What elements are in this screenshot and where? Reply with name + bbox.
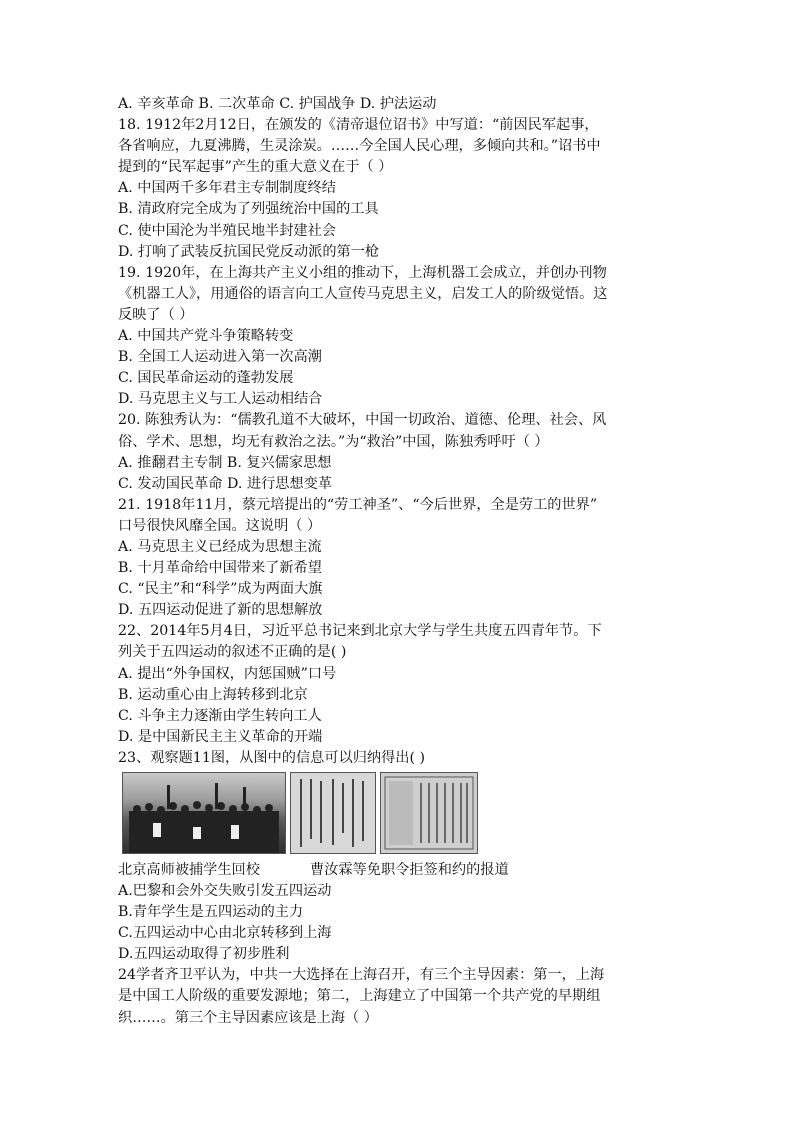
options-cd: C. 发动国民革命 D. 进行思想变革 <box>118 475 333 492</box>
option-b: B. 运动重心由上海转移到北京 <box>118 686 308 703</box>
option-a: A. 提出“外争国权，内惩国贼”口号 <box>118 665 337 682</box>
option-b: B.青年学生是五四运动的主力 <box>118 904 304 921</box>
option-b: B. 全国工人运动进入第一次高潮 <box>118 349 322 366</box>
option-d: D. 打响了武装反抗国民党反动派的第一枪 <box>118 243 380 260</box>
question-22-stem: 22、2014年5月4日，习近平总书记来到北京大学与学生共度五四青年节。下 <box>118 623 602 640</box>
question-19-stem: 反映了（ ） <box>118 306 194 323</box>
question-21-stem: 21. 1918年11月，蔡元培提出的“劳工神圣”、“今后世界，全是劳工的世界” <box>118 496 598 513</box>
option-a: A. 中国两千多年君主专制制度终结 <box>118 180 336 197</box>
question-19-stem: 19. 1920年，在上海共产主义小组的推动下，上海机器工会成立，并创办刊物 <box>118 264 607 281</box>
caption-left: 北京高师被捕学生回校 <box>118 862 260 878</box>
question-18-stem: 提到的“民军起事”产生的重大意义在于（ ） <box>118 159 393 176</box>
question-24-stem: 是中国工人阶级的重要发源地；第二，上海建立了中国第一个共产党的早期组 <box>118 988 601 1005</box>
option-d: D. 五四运动促进了新的思想解放 <box>118 602 323 619</box>
question-text-block-2 <box>118 881 678 1029</box>
option-c: C.五四运动中心由北京转移到上海 <box>118 925 332 942</box>
question-20-stem: 20. 陈独秀认为：“儒教孔道不大破坏，中国一切政治、道德、伦理、社会、风 <box>118 412 607 429</box>
figure-captions <box>118 859 678 881</box>
question-22-stem: 列关于五四运动的叙述不正确的是( ) <box>118 644 347 661</box>
question-18-stem: 各省响应，九夏沸腾，生灵涂炭。……今全国人民心理，多倾向共和。”诏书中 <box>118 138 601 155</box>
question-24-stem: 织……。第三个主导因素应该是上海（ ） <box>118 1009 378 1026</box>
option-a: A. 马克思主义已经成为思想主流 <box>118 538 322 555</box>
option-a: A. 中国共产党斗争策略转变 <box>118 328 294 345</box>
option-b: B. 清政府完全成为了列强统治中国的工具 <box>118 201 379 218</box>
option-c: C. “民主”和“科学”成为两面大旗 <box>118 581 323 598</box>
option-b: B. 十月革命给中国带来了新希望 <box>118 560 322 577</box>
caption-right: 曹汝霖等免职令拒签和约的报道 <box>310 862 509 878</box>
dismissal-order-document <box>290 772 376 854</box>
question-20-stem: 俗、学术、思想，均无有救治之法。”为“救治”中国，陈独秀呼吁（ ） <box>118 433 549 450</box>
students-return-photo <box>122 772 286 854</box>
option-c: C. 使中国沦为半殖民地半封建社会 <box>118 222 336 239</box>
question-18-stem: 18. 1912年2月12日，在颁发的《清帝退位诏书》中写道：“前因民军起事， <box>118 117 599 134</box>
question-21-stem: 口号很快风靡全国。这说明（ ） <box>118 517 322 534</box>
option-c: C. 国民革命运动的蓬勃发展 <box>118 370 294 387</box>
options-ab: A. 推翻君主专制 B. 复兴儒家思想 <box>118 454 332 471</box>
option-d: D.五四运动取得了初步胜利 <box>118 946 290 963</box>
question-text-block <box>118 94 678 769</box>
question-19-stem: 《机器工人》，用通俗的语言向工人宣传马克思主义，启发工人的阶级觉悟。这 <box>118 285 608 302</box>
option-d: D. 是中国新民主主义革命的开端 <box>118 728 323 745</box>
option-d: D. 马克思主义与工人运动相结合 <box>118 391 323 408</box>
newspaper-report-document <box>380 772 478 854</box>
question-24-stem: 24学者齐卫平认为，中共一大选择在上海召开，有三个主导因素：第一，上海 <box>118 967 605 984</box>
option-c: C. 斗争主力逐渐由学生转向工人 <box>118 707 322 724</box>
figure-11 <box>118 772 678 857</box>
exam-page <box>118 94 678 1029</box>
question-23-stem: 23、观察题11图，从图中的信息可以归纳得出( ) <box>118 749 426 766</box>
option-a: A.巴黎和会外交失败引发五四运动 <box>118 883 332 899</box>
options-q17: A. 辛亥革命 B. 二次革命 C. 护国战争 D. 护法运动 <box>118 96 437 112</box>
